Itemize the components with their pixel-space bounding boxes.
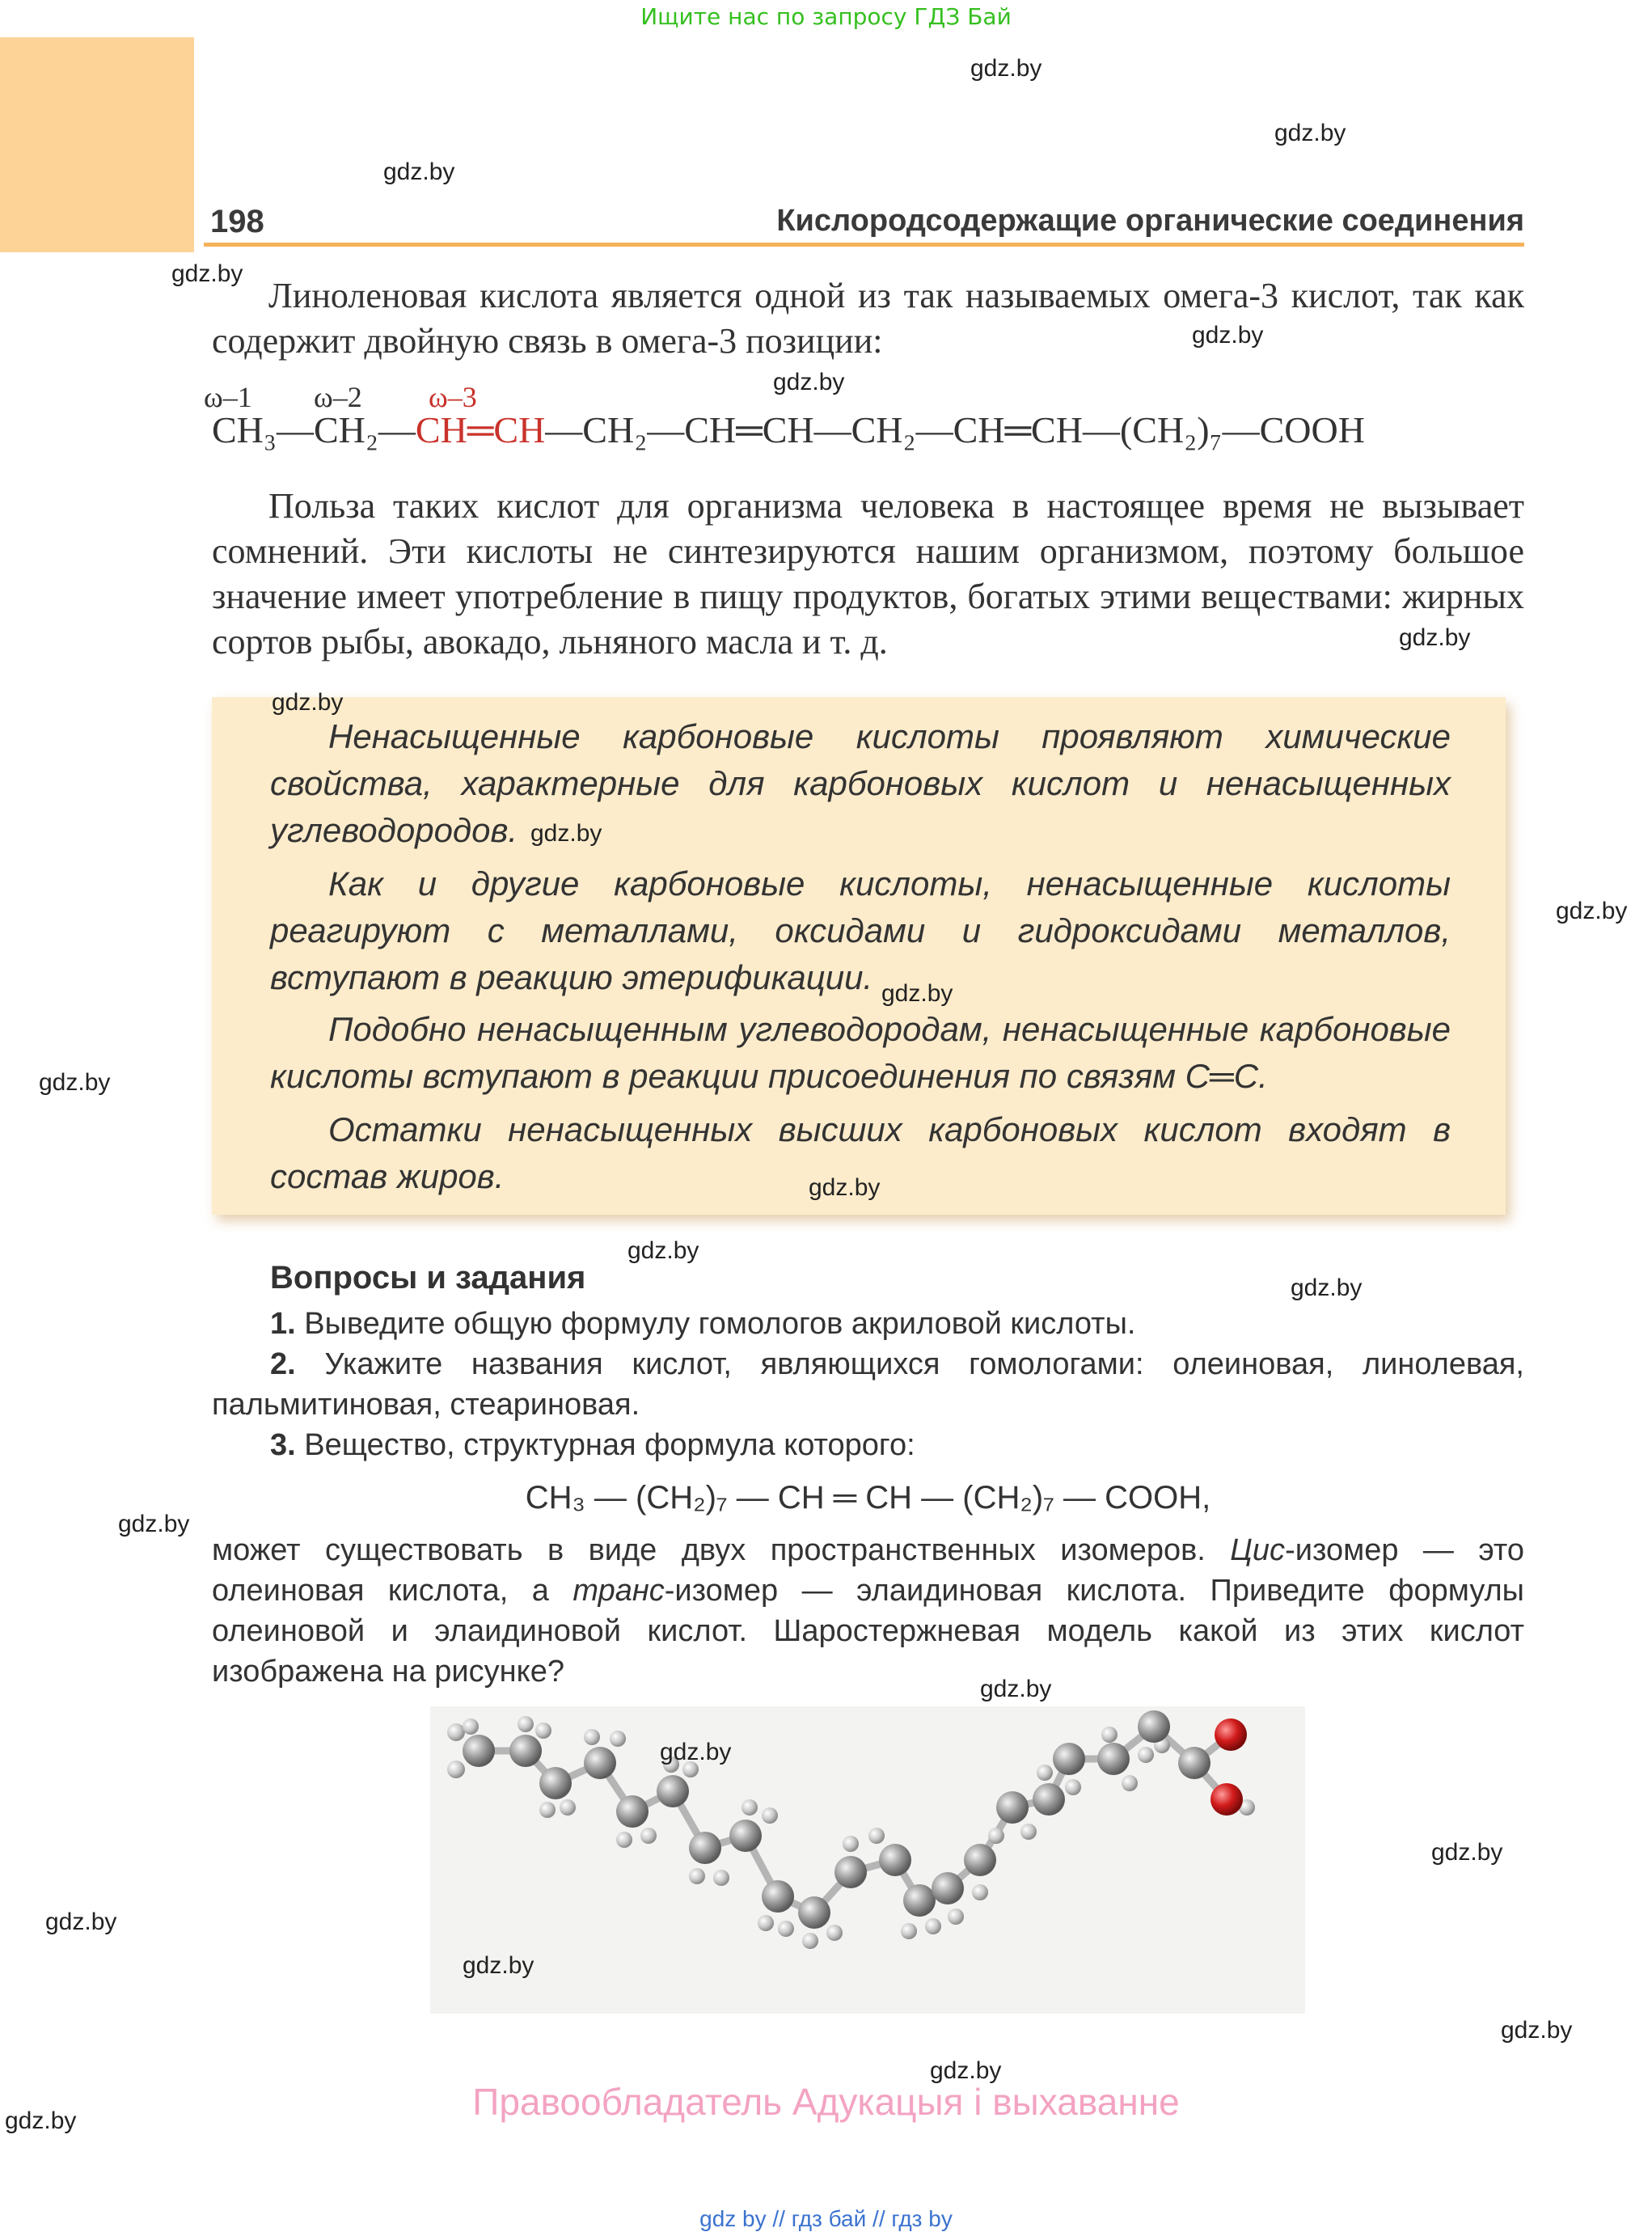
rule-paragraph: Остатки ненасыщенных высших карбоновых кислот входят в состав жиров. (270, 1110, 1451, 1195)
rule-box (212, 697, 1506, 1215)
footer-links[interactable]: gdz by // гдз бай // гдз by (699, 2206, 953, 2231)
question-1 (212, 1304, 1524, 1344)
watermark: gdz.by (272, 689, 344, 716)
question-number: 1. (270, 1307, 296, 1341)
molecule-model-svg (430, 1706, 1305, 2014)
watermark: gdz.by (881, 980, 953, 1007)
ball-and-stick-model-figure (430, 1706, 1305, 2014)
question-text: Выведите общую формулу гомологов акриловой кислоты. (304, 1307, 1136, 1341)
linolenic-acid-formula (212, 408, 1524, 451)
oleic-acid-formula: CH₃ — (CH₂)₇ — CH ═ CH — (CH₂)₇ — COOH, (525, 1480, 1211, 1515)
omega-3-label: ω–3 (429, 381, 477, 413)
watermark: gdz.by (39, 1069, 111, 1096)
top-banner[interactable]: Ищите нас по запросу ГДЗ Бай (640, 3, 1012, 30)
question-3 (212, 1425, 1524, 1465)
watermark: gdz.by (980, 1676, 1052, 1702)
watermark: gdz.by (627, 1237, 699, 1264)
question-2 (212, 1344, 1524, 1425)
watermark: gdz.by (1556, 898, 1628, 924)
watermark: gdz.by (1431, 1839, 1503, 1866)
omega-2-label: ω–2 (314, 381, 362, 413)
watermark: gdz.by (1274, 120, 1346, 146)
running-header: Кислородсодержащие органические соединения (776, 204, 1524, 238)
watermark: gdz.by (1399, 624, 1471, 651)
omega-1-label: ω–1 (204, 381, 252, 413)
watermark: gdz.by (773, 369, 845, 395)
q3-text-part: -изомер — это олеиновая кислота, а (212, 1533, 1525, 1608)
question-3-continued (212, 1530, 1524, 1692)
page-corner-decoration (0, 37, 194, 252)
trans-term: транс (572, 1574, 665, 1608)
q3-text-part: -изомер — элаидиновая кислота. Приведите формулы олеиновой и элаидиновой кислот. Шаростержневая модель какой из этих кислот изображена на рисунке? (212, 1574, 1524, 1689)
formula-omega3-bond: CH═CH (415, 409, 546, 450)
question-number: 3. (270, 1428, 296, 1462)
watermark: gdz.by (809, 1174, 881, 1201)
formula-part-1: CH₃—CH₂— (212, 409, 416, 450)
watermark: gdz.by (118, 1511, 190, 1537)
rule-paragraph: Ненасыщенные карбоновые кислоты проявляют химические свойства, характерные для карбоновых кислот и ненасыщенных углеводородов. (270, 717, 1451, 849)
hydrogen-atoms (447, 1716, 1255, 1949)
watermark: gdz.by (5, 2107, 77, 2134)
watermark: gdz.by (930, 2057, 1002, 2084)
watermark: gdz.by (171, 260, 243, 287)
oxygen-atoms (1210, 1718, 1247, 1816)
watermark: gdz.by (1192, 322, 1264, 349)
watermark: gdz.by (530, 820, 602, 847)
copyright-notice: Правообладатель Адукацыя і выхаванне (472, 2081, 1180, 2123)
question-number: 2. (270, 1347, 296, 1381)
rule-paragraph: Подобно ненасыщенным углеводородам, ненасыщенные карбоновые кислоты вступают в реакции присоединения по связям C═C. (270, 1010, 1451, 1095)
header-divider (204, 243, 1524, 247)
benefit-paragraph: Польза таких кислот для организма человека в настоящее время не вызывает сомнений. Эти кислоты не синтезируются нашим организмом, поэтому большое значение имеет употребление в пищу продуктов, богатых этими веществами: жирных сортов рыбы, авокадо, льняного масла и т. д. (212, 486, 1524, 662)
formula-part-2: —CH₂—CH═CH—CH₂—CH═CH—(CH₂)₇—COOH (545, 409, 1365, 450)
watermark: gdz.by (660, 1739, 732, 1765)
watermark: gdz.by (383, 159, 455, 185)
q3-text-part: может существовать в виде двух пространственных изомеров. (212, 1533, 1231, 1567)
watermark: gdz.by (45, 1909, 117, 1935)
questions-title: Вопросы и задания (270, 1260, 586, 1296)
intro-paragraph: Линоленовая кислота является одной из так называемых омега-3 кислот, так как содержит двойную связь в омега-3 позиции: (212, 276, 1524, 361)
watermark: gdz.by (970, 55, 1042, 82)
question-text: Вещество, структурная формула которого: (304, 1428, 915, 1462)
watermark: gdz.by (1501, 2017, 1573, 2044)
carbon-atoms (463, 1710, 1210, 1929)
watermark: gdz.by (1291, 1275, 1363, 1301)
question-text: Укажите названия кислот, являющихся гомологами: олеиновая, линолевая, пальмитиновая, стеариновая. (212, 1347, 1524, 1422)
cis-term: Цис (1230, 1533, 1286, 1567)
page-number: 198 (210, 204, 264, 239)
watermark: gdz.by (463, 1952, 534, 1979)
rule-paragraph: Как и другие карбоновые кислоты, ненасыщенные кислоты реагируют с металлами, оксидами и гидроксидами металлов, вступают в реакцию этерификации. (270, 864, 1451, 996)
